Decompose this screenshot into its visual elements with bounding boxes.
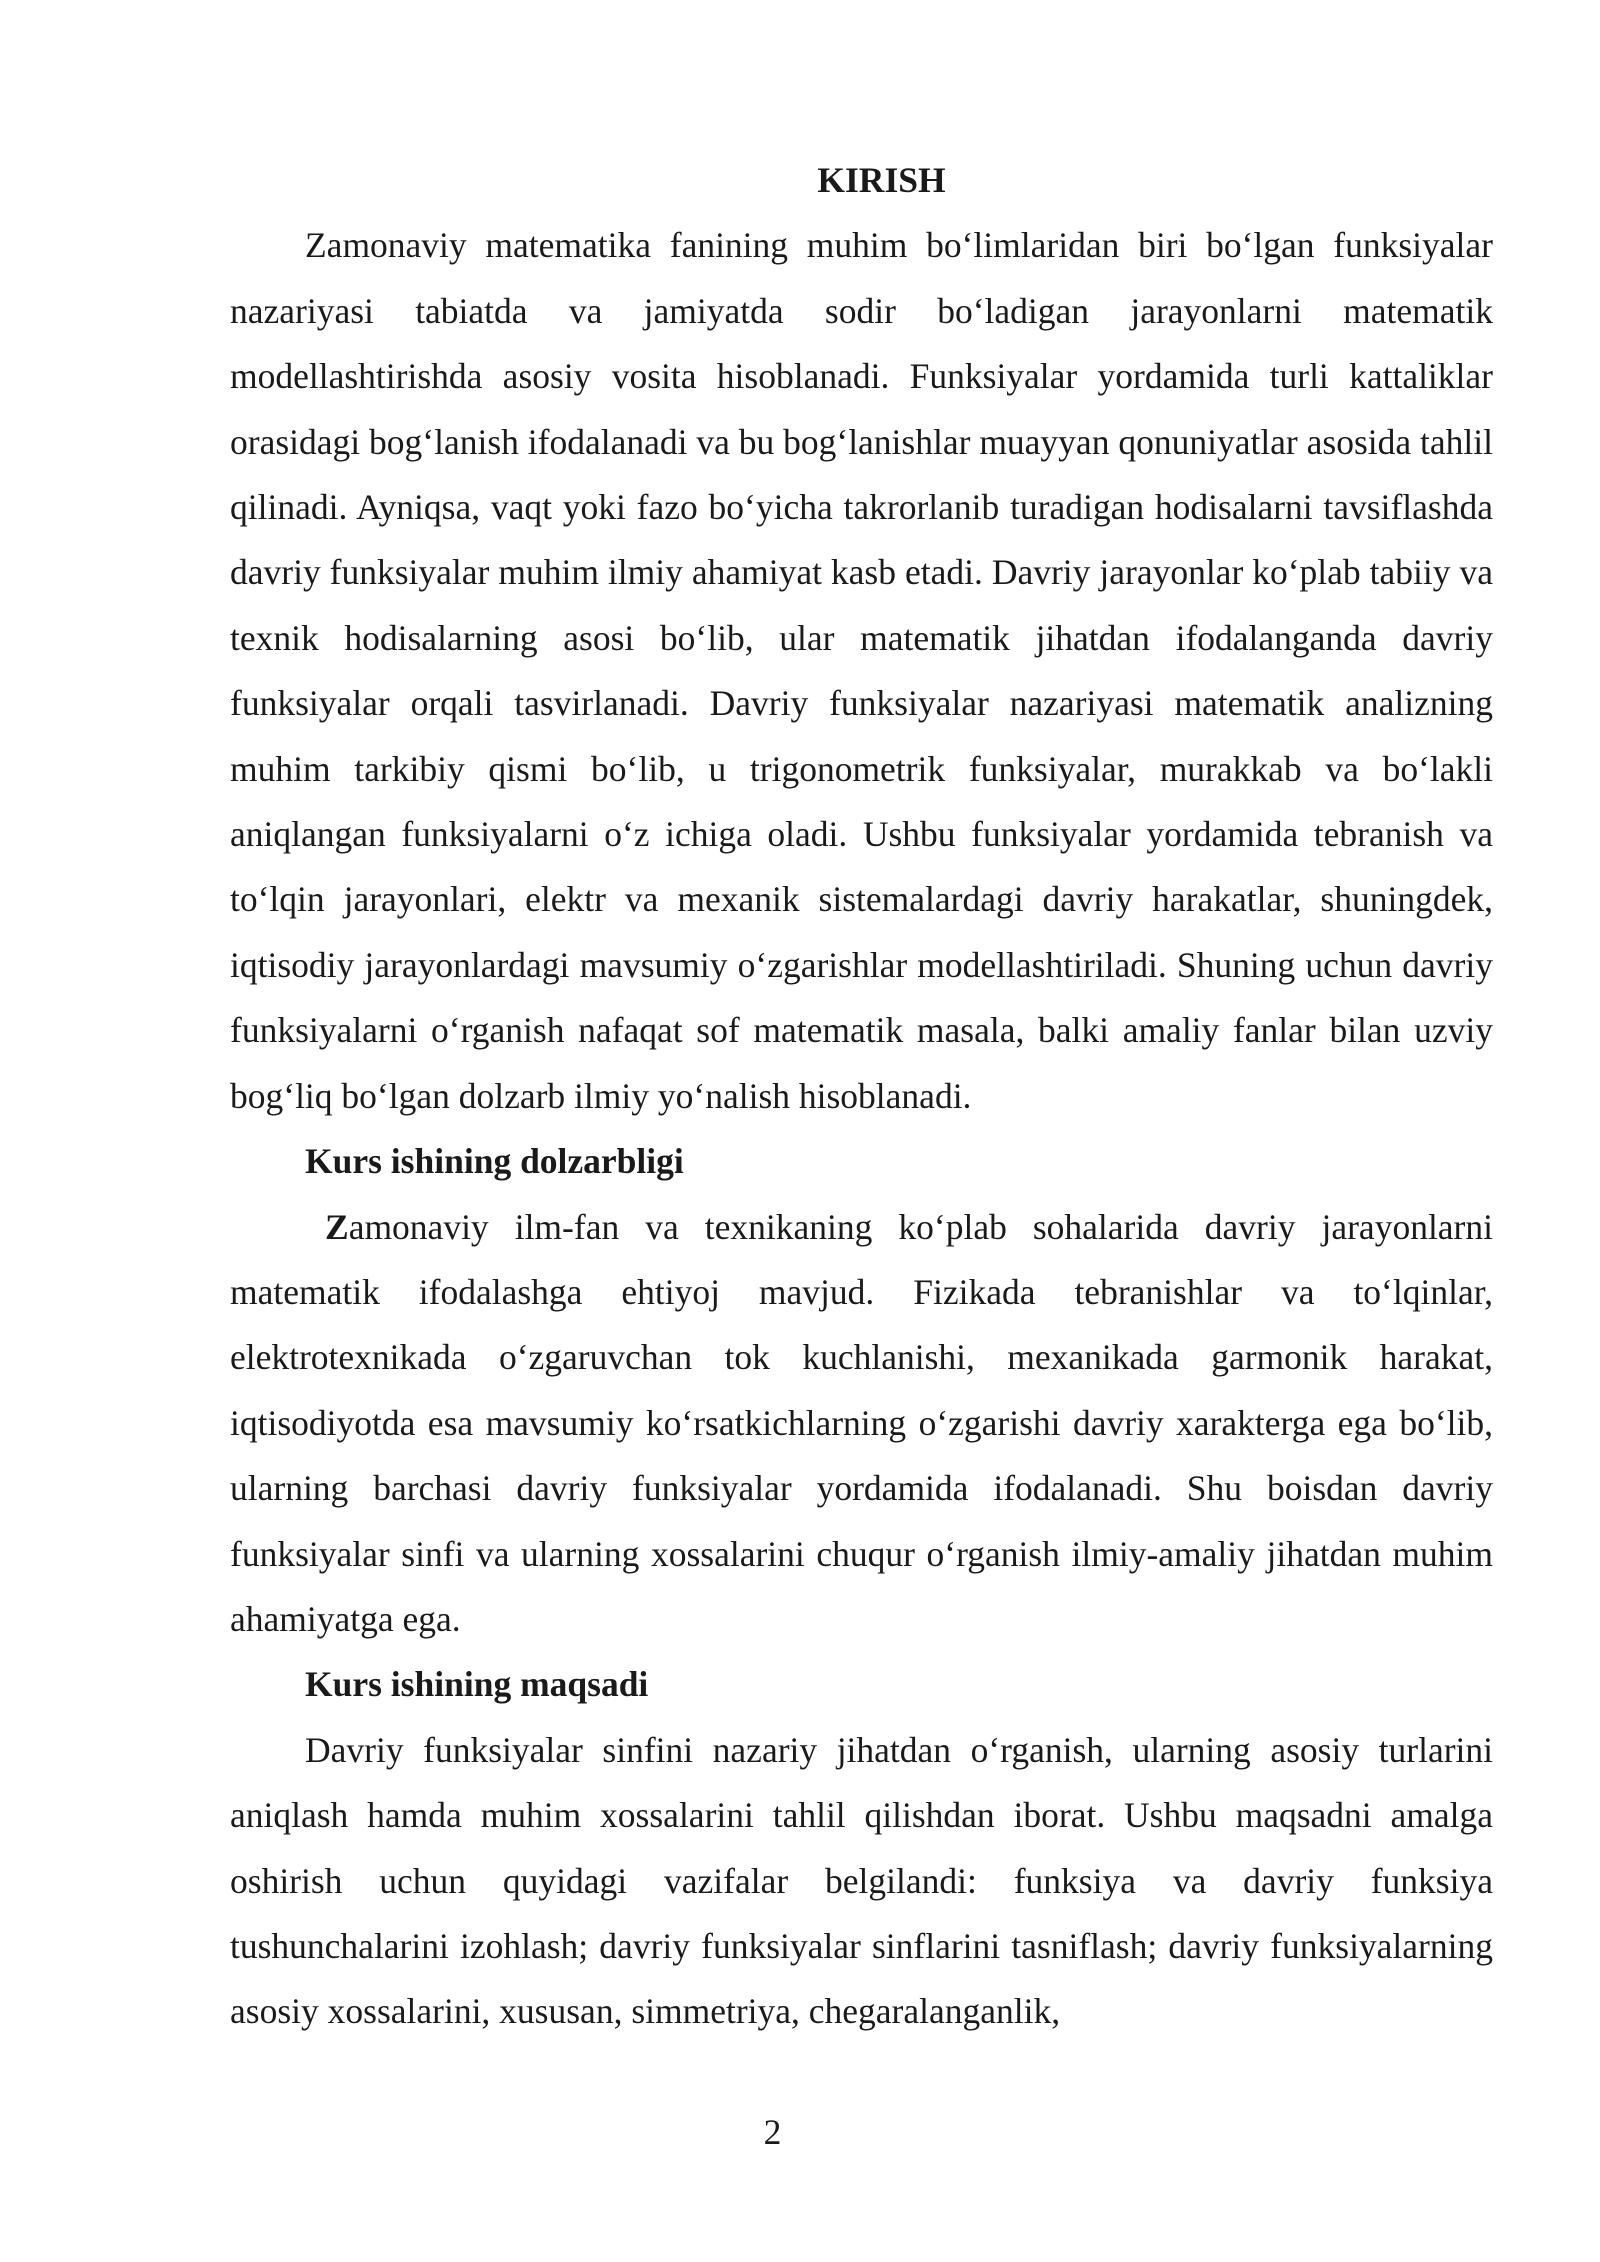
document-title: KIRISH bbox=[817, 160, 946, 200]
relevance-paragraph-text: amonaviy ilm-fan va texnikaning ko‘plab sohalarida davriy jarayonlarni matematik ifodalashga ehtiyoj mavjud. Fizikada tebranishlar va to‘lqinlar, elektrotexnikada o‘zgaruvchan tok kuchlanishi, mexanikada garmonik harakat, iqtisodiyotda esa mavsumiy ko‘rsatkichlarning o‘zgarishi davriy xarakterga ega bo‘lib, ularning barchasi davriy funksiyalar yordamida ifodalanadi. Shu boisdan davriy funksiyalar sinfi va ularning xossalarini chuqur o‘rganish ilmiy-amaliy jihatdan muhim ahamiyatga ega. bbox=[230, 1206, 1493, 1639]
relevance-first-letter: Z bbox=[325, 1206, 349, 1247]
page-number: 2 bbox=[763, 2112, 782, 2152]
intro-paragraph: Zamonaviy matematika fanining muhim bo‘limlaridan biri bo‘lgan funksiyalar nazariyasi tabiatda va jamiyatda sodir bo‘ladigan jarayonlarni matematik modellashtirishda asosiy vosita hisoblanadi. Funksiyalar yordamida turli kattaliklar orasidagi bog‘lanish ifodalanadi va bu bog‘lanishlar muayyan qonuniyatlar asosida tahlil qilinadi. Ayniqsa, vaqt yoki fazo bo‘yicha takrorlanib turadigan hodisalarni tavsiflashda davriy funksiyalar muhim ilmiy ahamiyat kasb etadi. Davriy jarayonlar ko‘plab tabiiy va texnik hodisalarning asosi bo‘lib, ular matematik jihatdan ifodalanganda davriy funksiyalar orqali tasvirlanadi. Davriy funksiyalar nazariyasi matematik analizning muhim tarkibiy qismi bo‘lib, u trigonometrik funksiyalar, murakkab va bo‘lakli aniqlangan funksiyalarni o‘z ichiga oladi. Ushbu funksiyalar yordamida tebranish va to‘lqin jarayonlari, elektr va mexanik sistemalardagi davriy harakatlar, shuningdek, iqtisodiy jarayonlardagi mavsumiy o‘zgarishlar modellashtiriladi. Shuning uchun davriy funksiyalarni o‘rganish nafaqat sof matematik masala, balki amaliy fanlar bilan uzviy bog‘liq bo‘lgan dolzarb ilmiy yo‘nalish hisoblanadi. bbox=[230, 225, 1493, 1116]
document-page bbox=[230, 148, 1493, 2045]
goal-paragraph: Davriy funksiyalar sinfini nazariy jihatdan o‘rganish, ularning asosiy turlarini aniqlash hamda muhim xossalarini tahlil qilishdan iborat. Ushbu maqsadni amalga oshirish uchun quyidagi vazifalar belgilandi: funksiya va davriy funksiya tushunchalarini izohlash; davriy funksiyalar sinflarini tasniflash; davriy funksiyalarning asosiy xossalarini, xususan, simmetriya, chegaralanganlik, bbox=[230, 1729, 1493, 2032]
relevance-paragraph bbox=[230, 1195, 1493, 1653]
relevance-heading: Kurs ishining dolzarbligi bbox=[305, 1141, 684, 1182]
goal-heading: Kurs ishining maqsadi bbox=[305, 1664, 649, 1705]
